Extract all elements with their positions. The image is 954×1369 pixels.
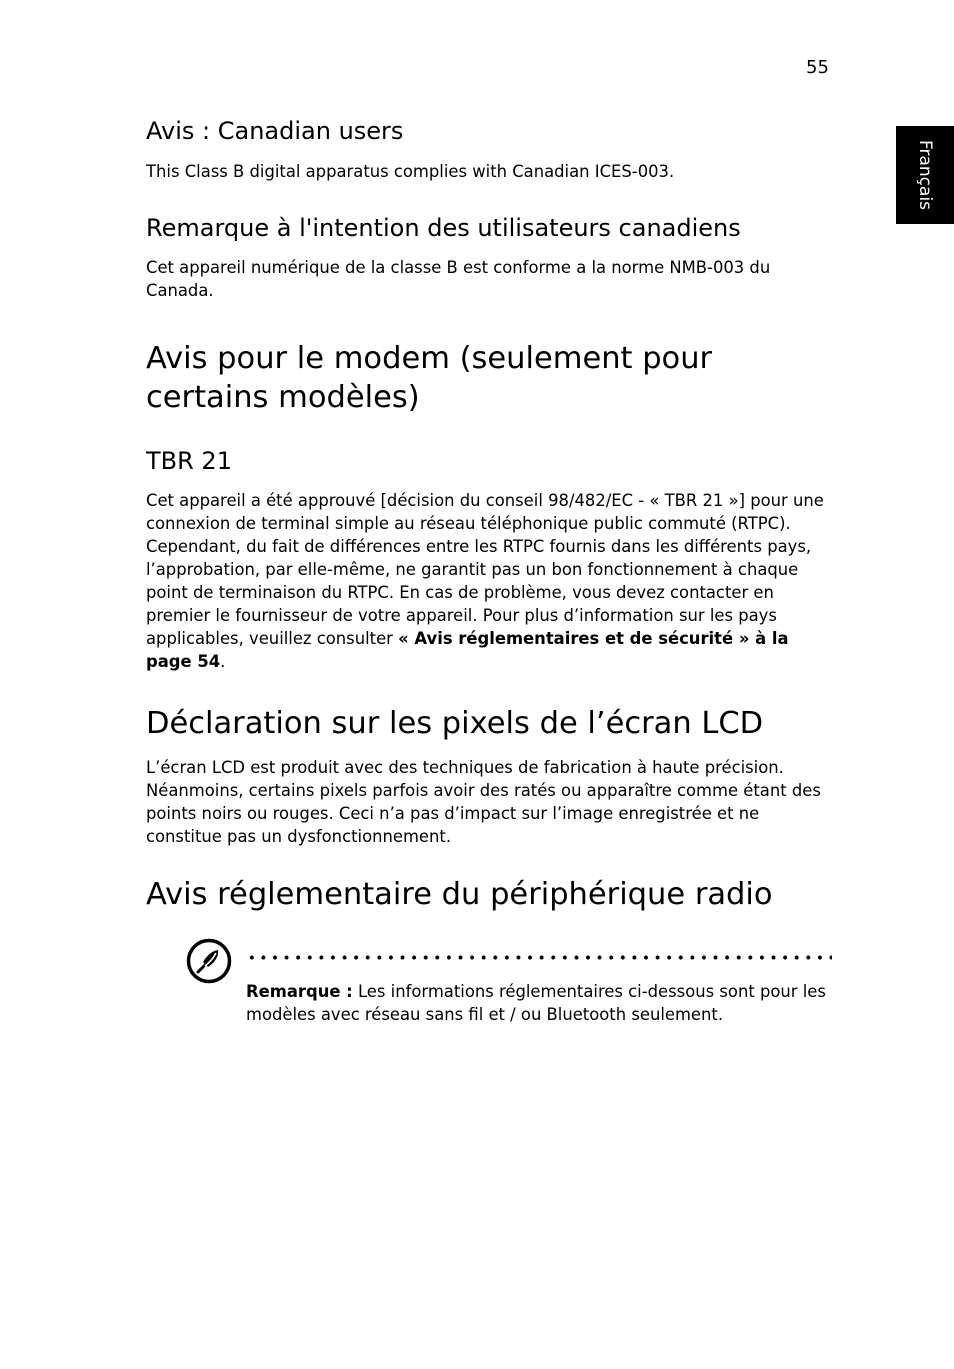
tbr21-end: . bbox=[220, 652, 226, 671]
heading-radio: Avis réglementaire du périphérique radio bbox=[146, 877, 773, 912]
paragraph-lcd: L’écran LCD est produit avec des techniques de fabrication à haute précision. Néanmoins, certains pixels parfois avoir des ratés ou apparaître comme étant des points noirs ou rouges. Ceci n’a pas d’impact sur l’image enregistrée et ne constitue pas un dysfonctionnement. bbox=[146, 758, 821, 846]
heading-canadian-users: Avis : Canadian users bbox=[146, 117, 404, 145]
heading-tbr21: TBR 21 bbox=[146, 447, 232, 475]
page-number: 55 bbox=[806, 57, 829, 78]
paragraph-remarque-canadiens: Cet appareil numérique de la classe B est conforme a la norme NMB-003 du Canada. bbox=[146, 258, 771, 300]
note-icon bbox=[186, 938, 232, 984]
language-tab-label: Français bbox=[915, 139, 935, 211]
heading-remarque-canadiens: Remarque à l'intention des utilisateurs canadiens bbox=[146, 214, 741, 242]
note-text bbox=[246, 980, 830, 1026]
note-label: Remarque : bbox=[246, 982, 353, 1001]
heading-lcd: Déclaration sur les pixels de l’écran LCD bbox=[146, 706, 764, 741]
paragraph-tbr21 bbox=[146, 489, 830, 673]
heading-modem: Avis pour le modem (seulement pour certains modèles) bbox=[146, 341, 713, 415]
note-body: Les informations réglementaires ci-dessous sont pour les modèles avec réseau sans fil et / ou Bluetooth seulement. bbox=[246, 982, 826, 1024]
tbr21-body: Cet appareil a été approuvé [décision du conseil 98/482/EC - « TBR 21 »] pour une connexion de terminal simple au réseau téléphonique public commuté (RTPC). Cependant, du fait de différences entre les RTPC fournis dans les différents pays, l’approbation, par elle-même, ne garantit pas un bon fonctionnement à chaque point de terminaison du RTPC. En cas de problème, vous devez contacter en premier le fournisseur de votre appareil. Pour plus d’information sur les pays applicables, veuillez consulter bbox=[146, 491, 824, 648]
language-tab bbox=[896, 126, 954, 224]
paragraph-canadian-users: This Class B digital apparatus complies with Canadian ICES-003. bbox=[146, 162, 675, 181]
regulatory-link[interactable]: « Avis réglementaires et de sécurité » à la page 54 bbox=[146, 629, 789, 671]
note-dotted-separator bbox=[246, 955, 832, 960]
